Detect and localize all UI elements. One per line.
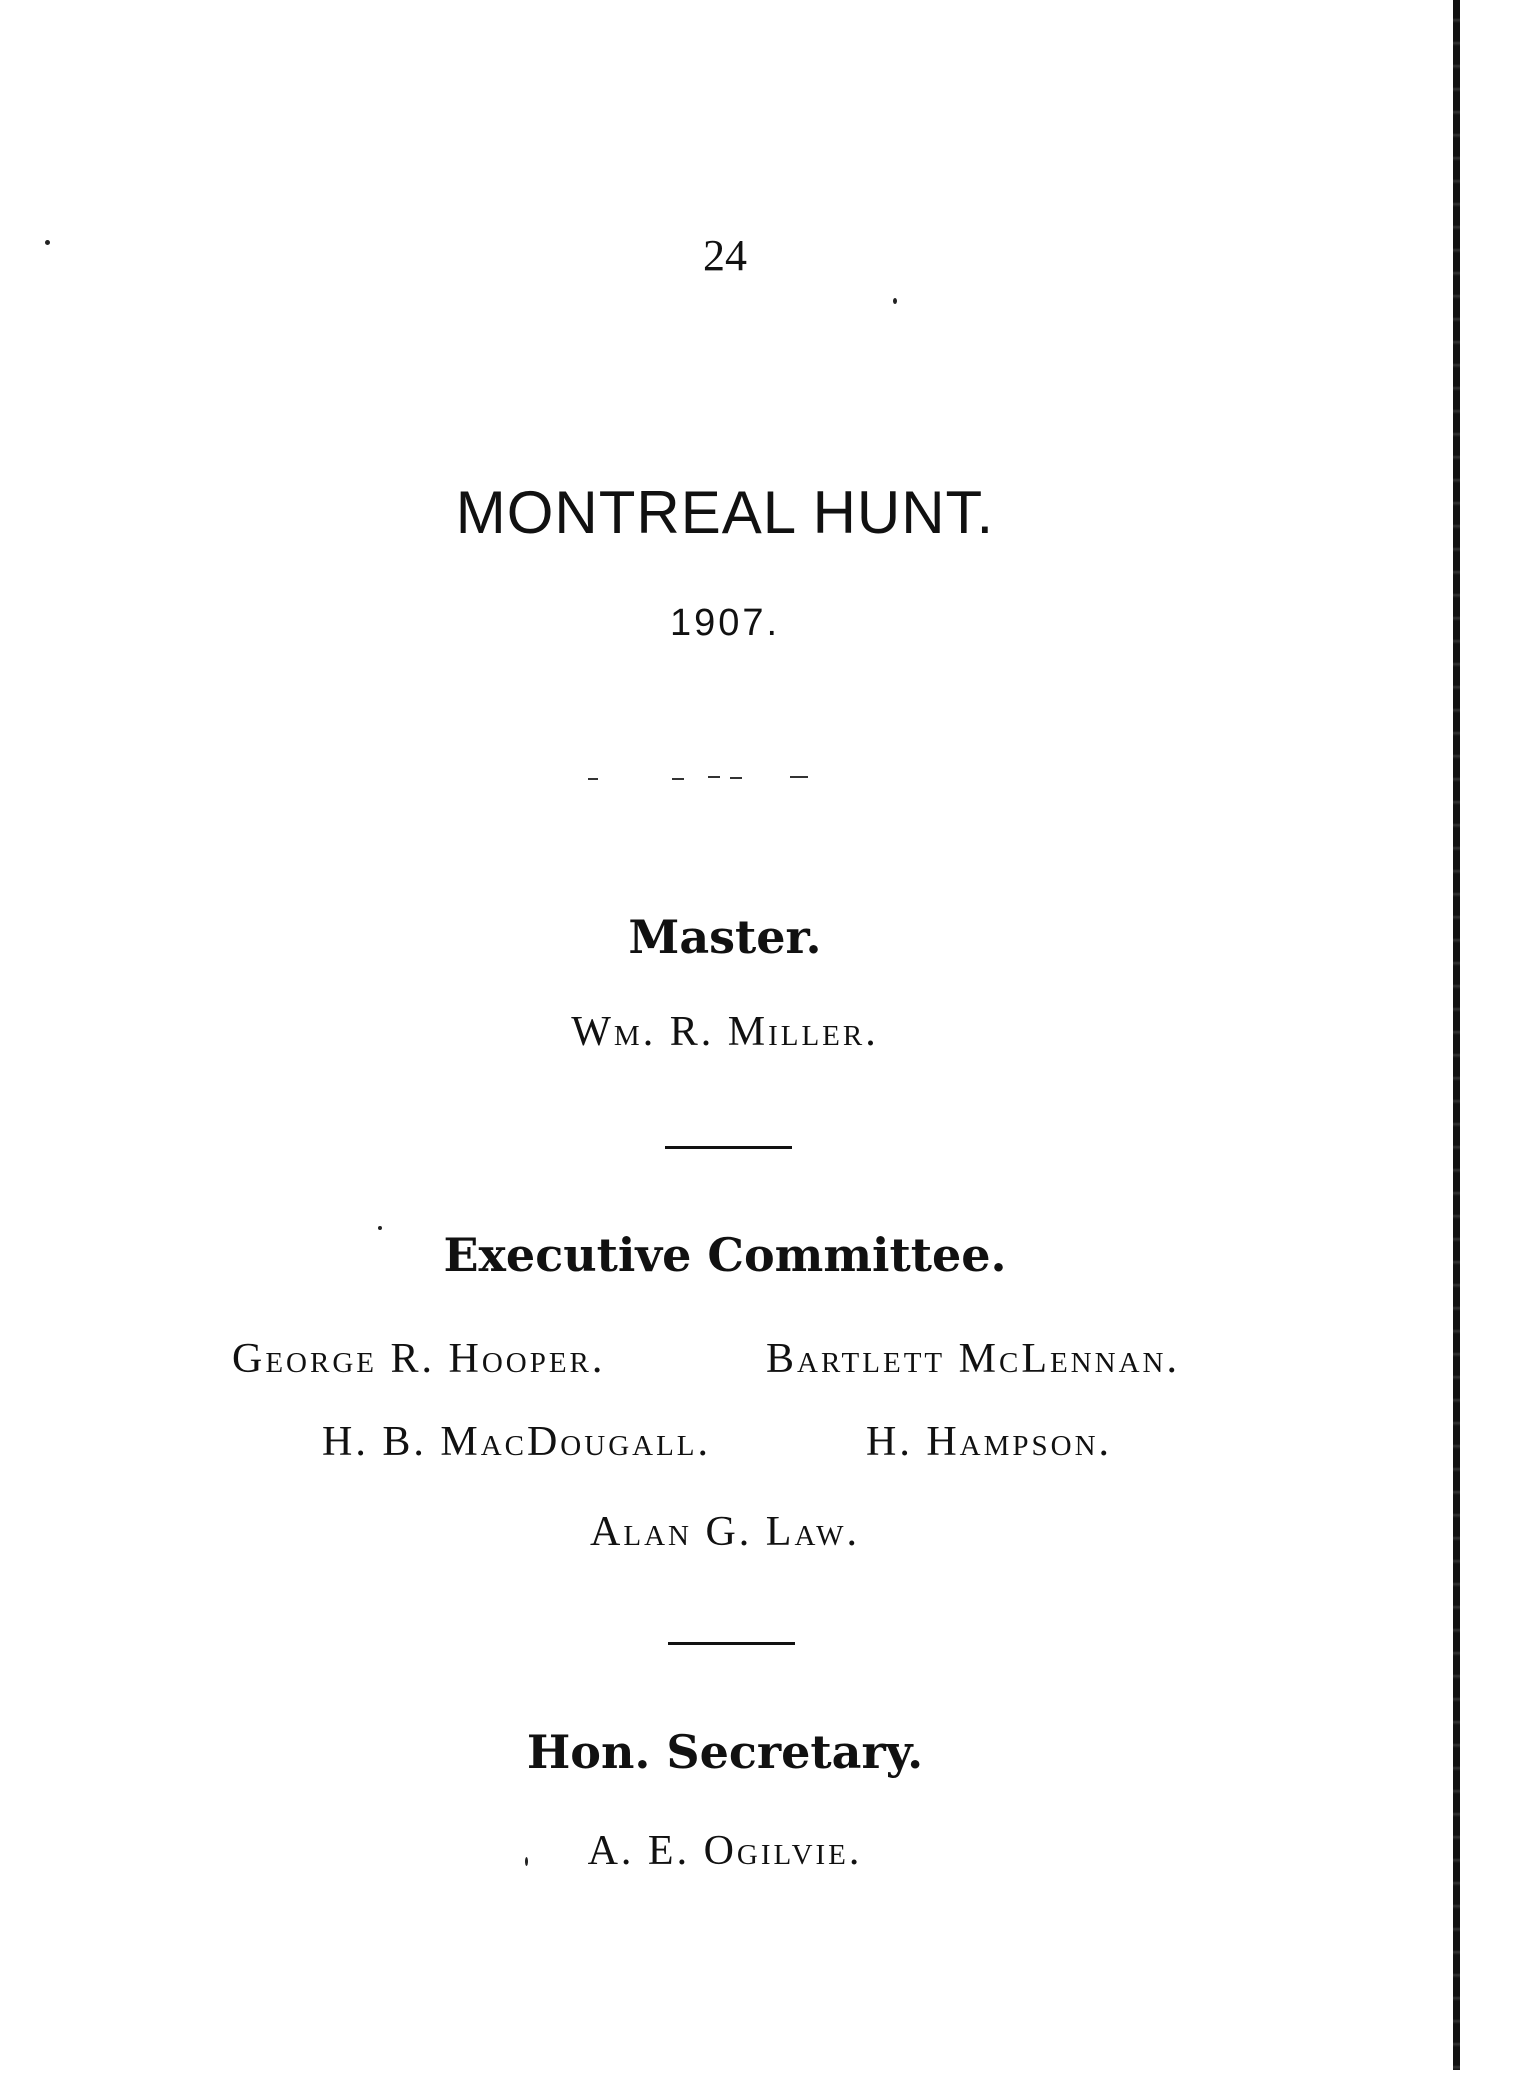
section-divider — [665, 1146, 792, 1149]
page-number: 24 — [703, 231, 747, 280]
page-edge-shadow — [1453, 0, 1460, 2070]
committee-member: Alan G. Law. — [590, 1509, 860, 1555]
page-title: MONTREAL HUNT. — [455, 479, 995, 546]
executive-committee-heading: Executive Committee. — [443, 1228, 1007, 1282]
year: 1907. — [669, 602, 781, 644]
hon-secretary-heading: Hon. Secretary. — [526, 1725, 924, 1779]
ink-speck — [893, 298, 897, 304]
section-divider — [668, 1642, 795, 1645]
committee-member: H. B. MacDougall. — [322, 1419, 712, 1465]
master-name: Wm. R. Miller. — [571, 1009, 879, 1055]
master-heading: Master. — [628, 910, 822, 964]
hon-secretary-name: A. E. Ogilvie. — [587, 1828, 863, 1874]
committee-member: Bartlett McLennan. — [766, 1336, 1180, 1382]
committee-member: H. Hampson. — [866, 1419, 1113, 1465]
committee-member: George R. Hooper. — [232, 1336, 606, 1382]
